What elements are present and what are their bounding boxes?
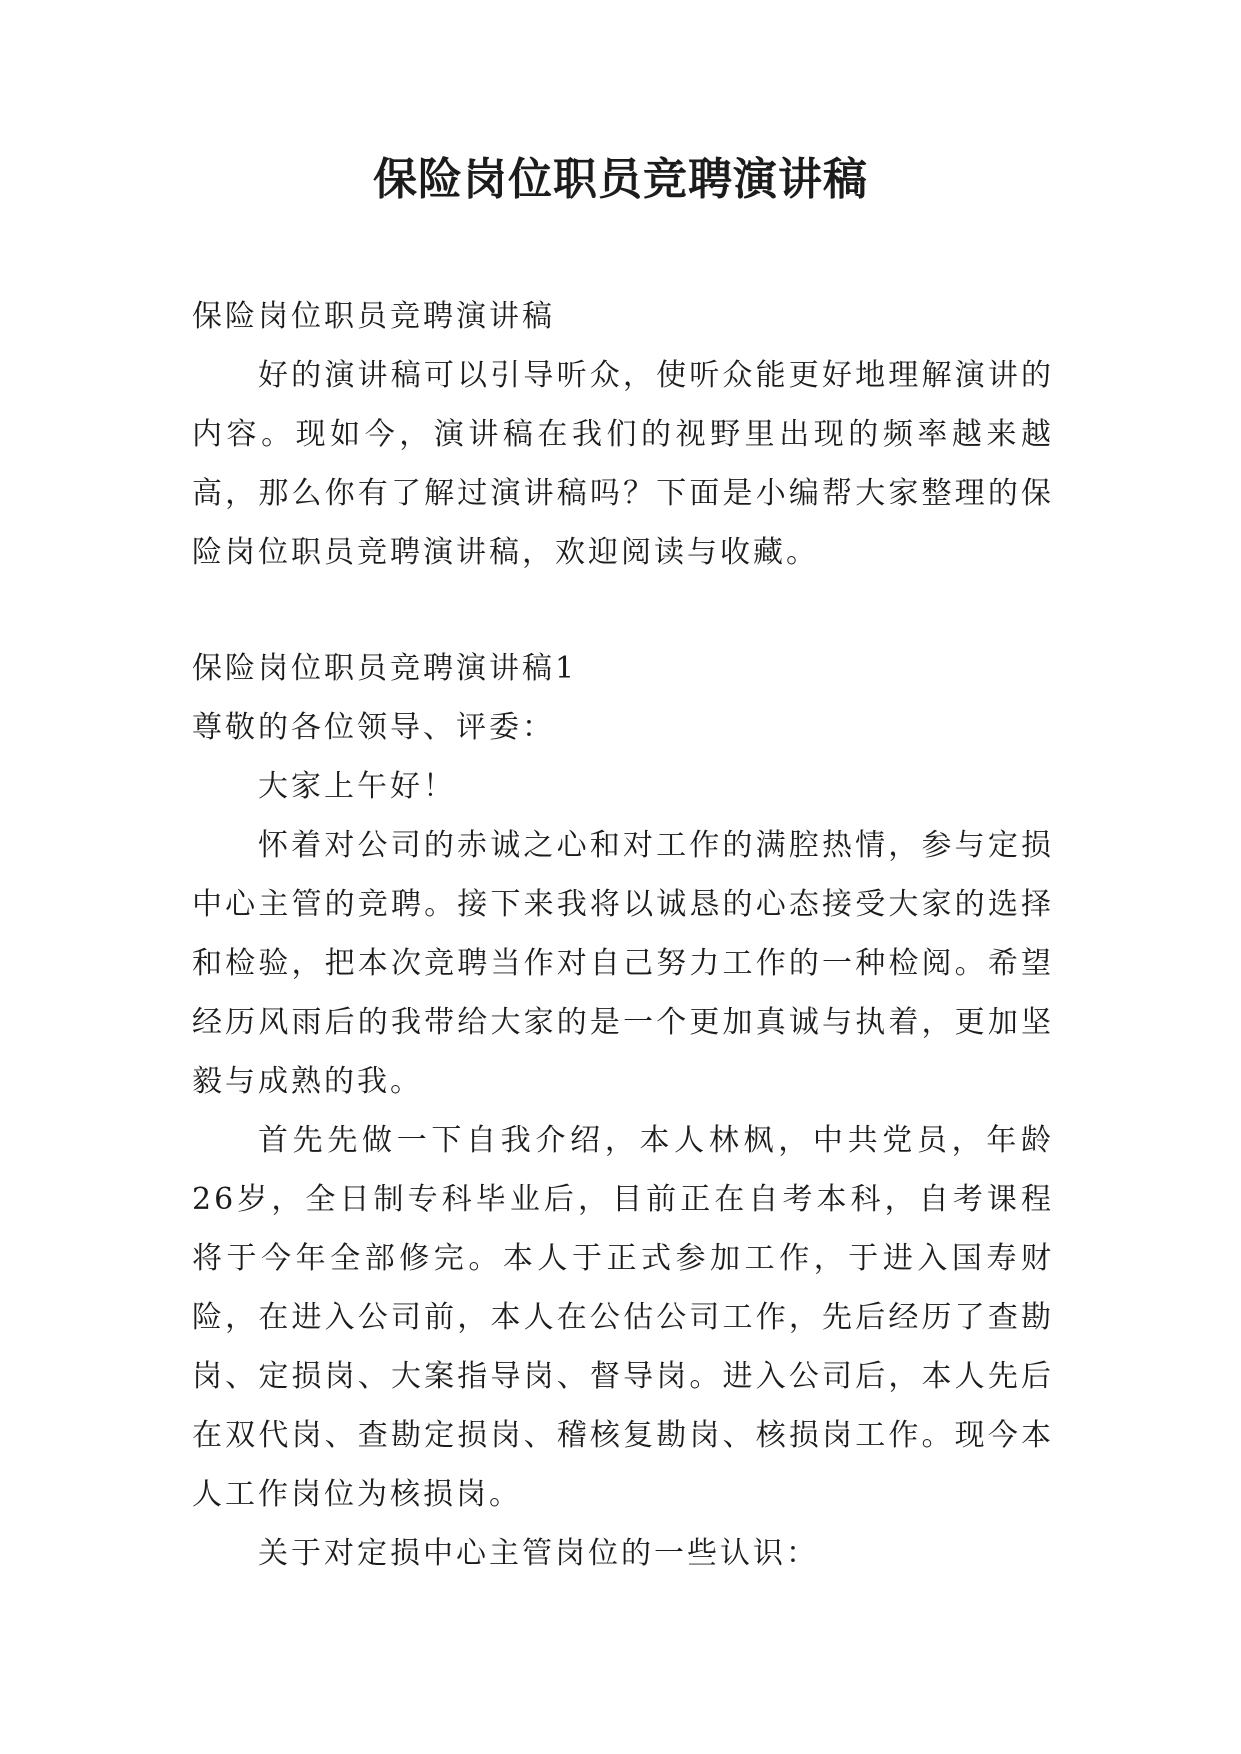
body-paragraph-2: 首先先做一下自我介绍，本人林枫，中共党员，年龄26岁，全日制专科毕业后，目前正在自考本科，自考课程将于今年全部修完。本人于正式参加工作，于进入国寿财险，在进入公司前，本人在公估公司工作，先后经历了查勘岗、定损岗、大案指导岗、督导岗。进入公司后，本人先后在双代岗、查勘定损岗、稽核复勘岗、核损岗工作。现今本人工作岗位为核损岗。 [192,1123,1054,1512]
document-title: 保险岗位职员竞聘演讲稿 [373,154,868,205]
section-heading: 保险岗位职员竞聘演讲稿1 [192,651,578,686]
greeting: 大家上午好！ [258,769,456,804]
document-body [192,287,1054,1583]
document-subtitle: 保险岗位职员竞聘演讲稿 [192,299,555,334]
body-paragraph-3: 关于对定损中心主管岗位的一些认识： [258,1536,819,1571]
intro-paragraph: 好的演讲稿可以引导听众，使听众能更好地理解演讲的内容。现如今，演讲稿在我们的视野里出现的频率越来越高，那么你有了解过演讲稿吗？下面是小编帮大家整理的保险岗位职员竞聘演讲稿，欢迎阅读与收藏。 [192,358,1054,570]
body-paragraph-1: 怀着对公司的赤诚之心和对工作的满腔热情，参与定损中心主管的竞聘。接下来我将以诚恳的心态接受大家的选择和检验，把本次竞聘当作对自己努力工作的一种检阅。希望经历风雨后的我带给大家的是一个更加真诚与执着，更加坚毅与成熟的我。 [192,828,1054,1099]
section-spacer [192,582,1054,639]
salutation: 尊敬的各位领导、评委： [192,710,555,745]
